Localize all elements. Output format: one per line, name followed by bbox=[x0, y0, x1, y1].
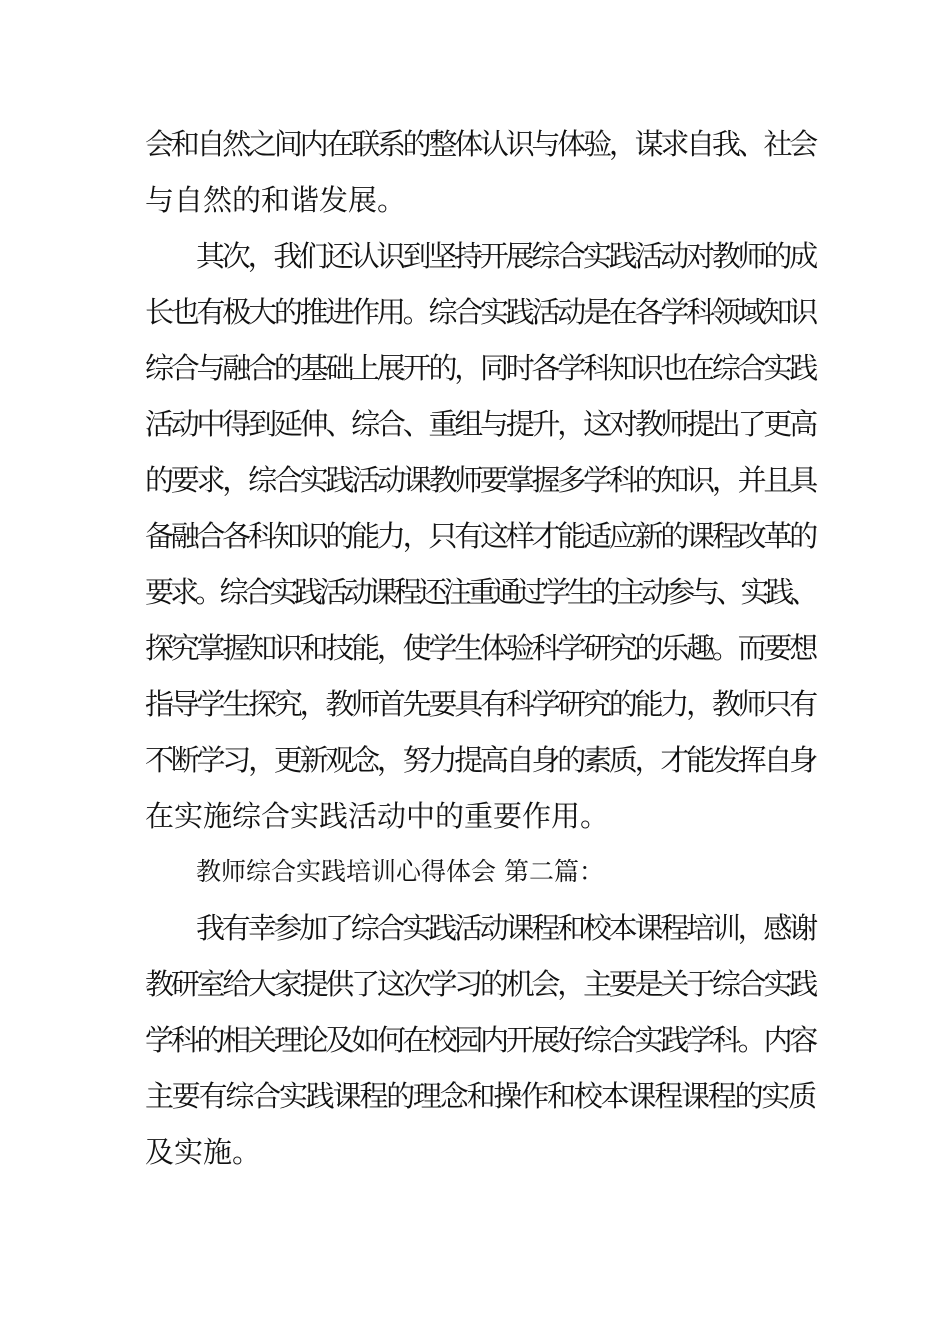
text-line: 要求。综合实践活动课程还注重通过学生的主动参与、实践、 bbox=[145, 575, 815, 609]
text-line: 教研室给大家提供了这次学习的机会，主要是关于综合实践 bbox=[145, 967, 815, 1001]
text-line: 的要求，综合实践活动课教师要掌握多学科的知识，并且具 bbox=[145, 463, 815, 497]
text-line: 会和自然之间内在联系的整体认识与体验，谋求自我、社会 bbox=[145, 127, 815, 161]
text-line: 长也有极大的推进作用。综合实践活动是在各学科领域知识 bbox=[145, 295, 815, 329]
text-line: 活动中得到延伸、综合、重组与提升，这对教师提出了更高 bbox=[145, 407, 815, 441]
text-line: 备融合各科知识的能力，只有这样才能适应新的课程改革的 bbox=[145, 519, 815, 553]
text-line: 不断学习，更新观念，努力提高自身的素质，才能发挥自身 bbox=[145, 743, 815, 777]
text-line: 我有幸参加了综合实践活动课程和校本课程培训，感谢 bbox=[196, 911, 815, 945]
text-line: 及实施。 bbox=[145, 1135, 262, 1169]
text-line: 指导学生探究，教师首先要具有科学研究的能力，教师只有 bbox=[145, 687, 815, 721]
text-line: 与自然的和谐发展。 bbox=[145, 183, 407, 217]
text-line: 在实施综合实践活动中的重要作用。 bbox=[145, 799, 610, 833]
text-line: 探究掌握知识和技能，使学生体验科学研究的乐趣。而要想 bbox=[145, 631, 815, 665]
text-line: 学科的相关理论及如何在校园内开展好综合实践学科。内容 bbox=[145, 1023, 815, 1057]
text-line: 其次，我们还认识到坚持开展综合实践活动对教师的成 bbox=[196, 239, 815, 273]
text-line: 主要有综合实践课程的理念和操作和校本课程课程的实质 bbox=[145, 1079, 815, 1113]
text-line: 综合与融合的基础上展开的，同时各学科知识也在综合实践 bbox=[145, 351, 815, 385]
section-heading-text: 教师综合实践培训心得体会 第二篇： bbox=[196, 857, 604, 886]
